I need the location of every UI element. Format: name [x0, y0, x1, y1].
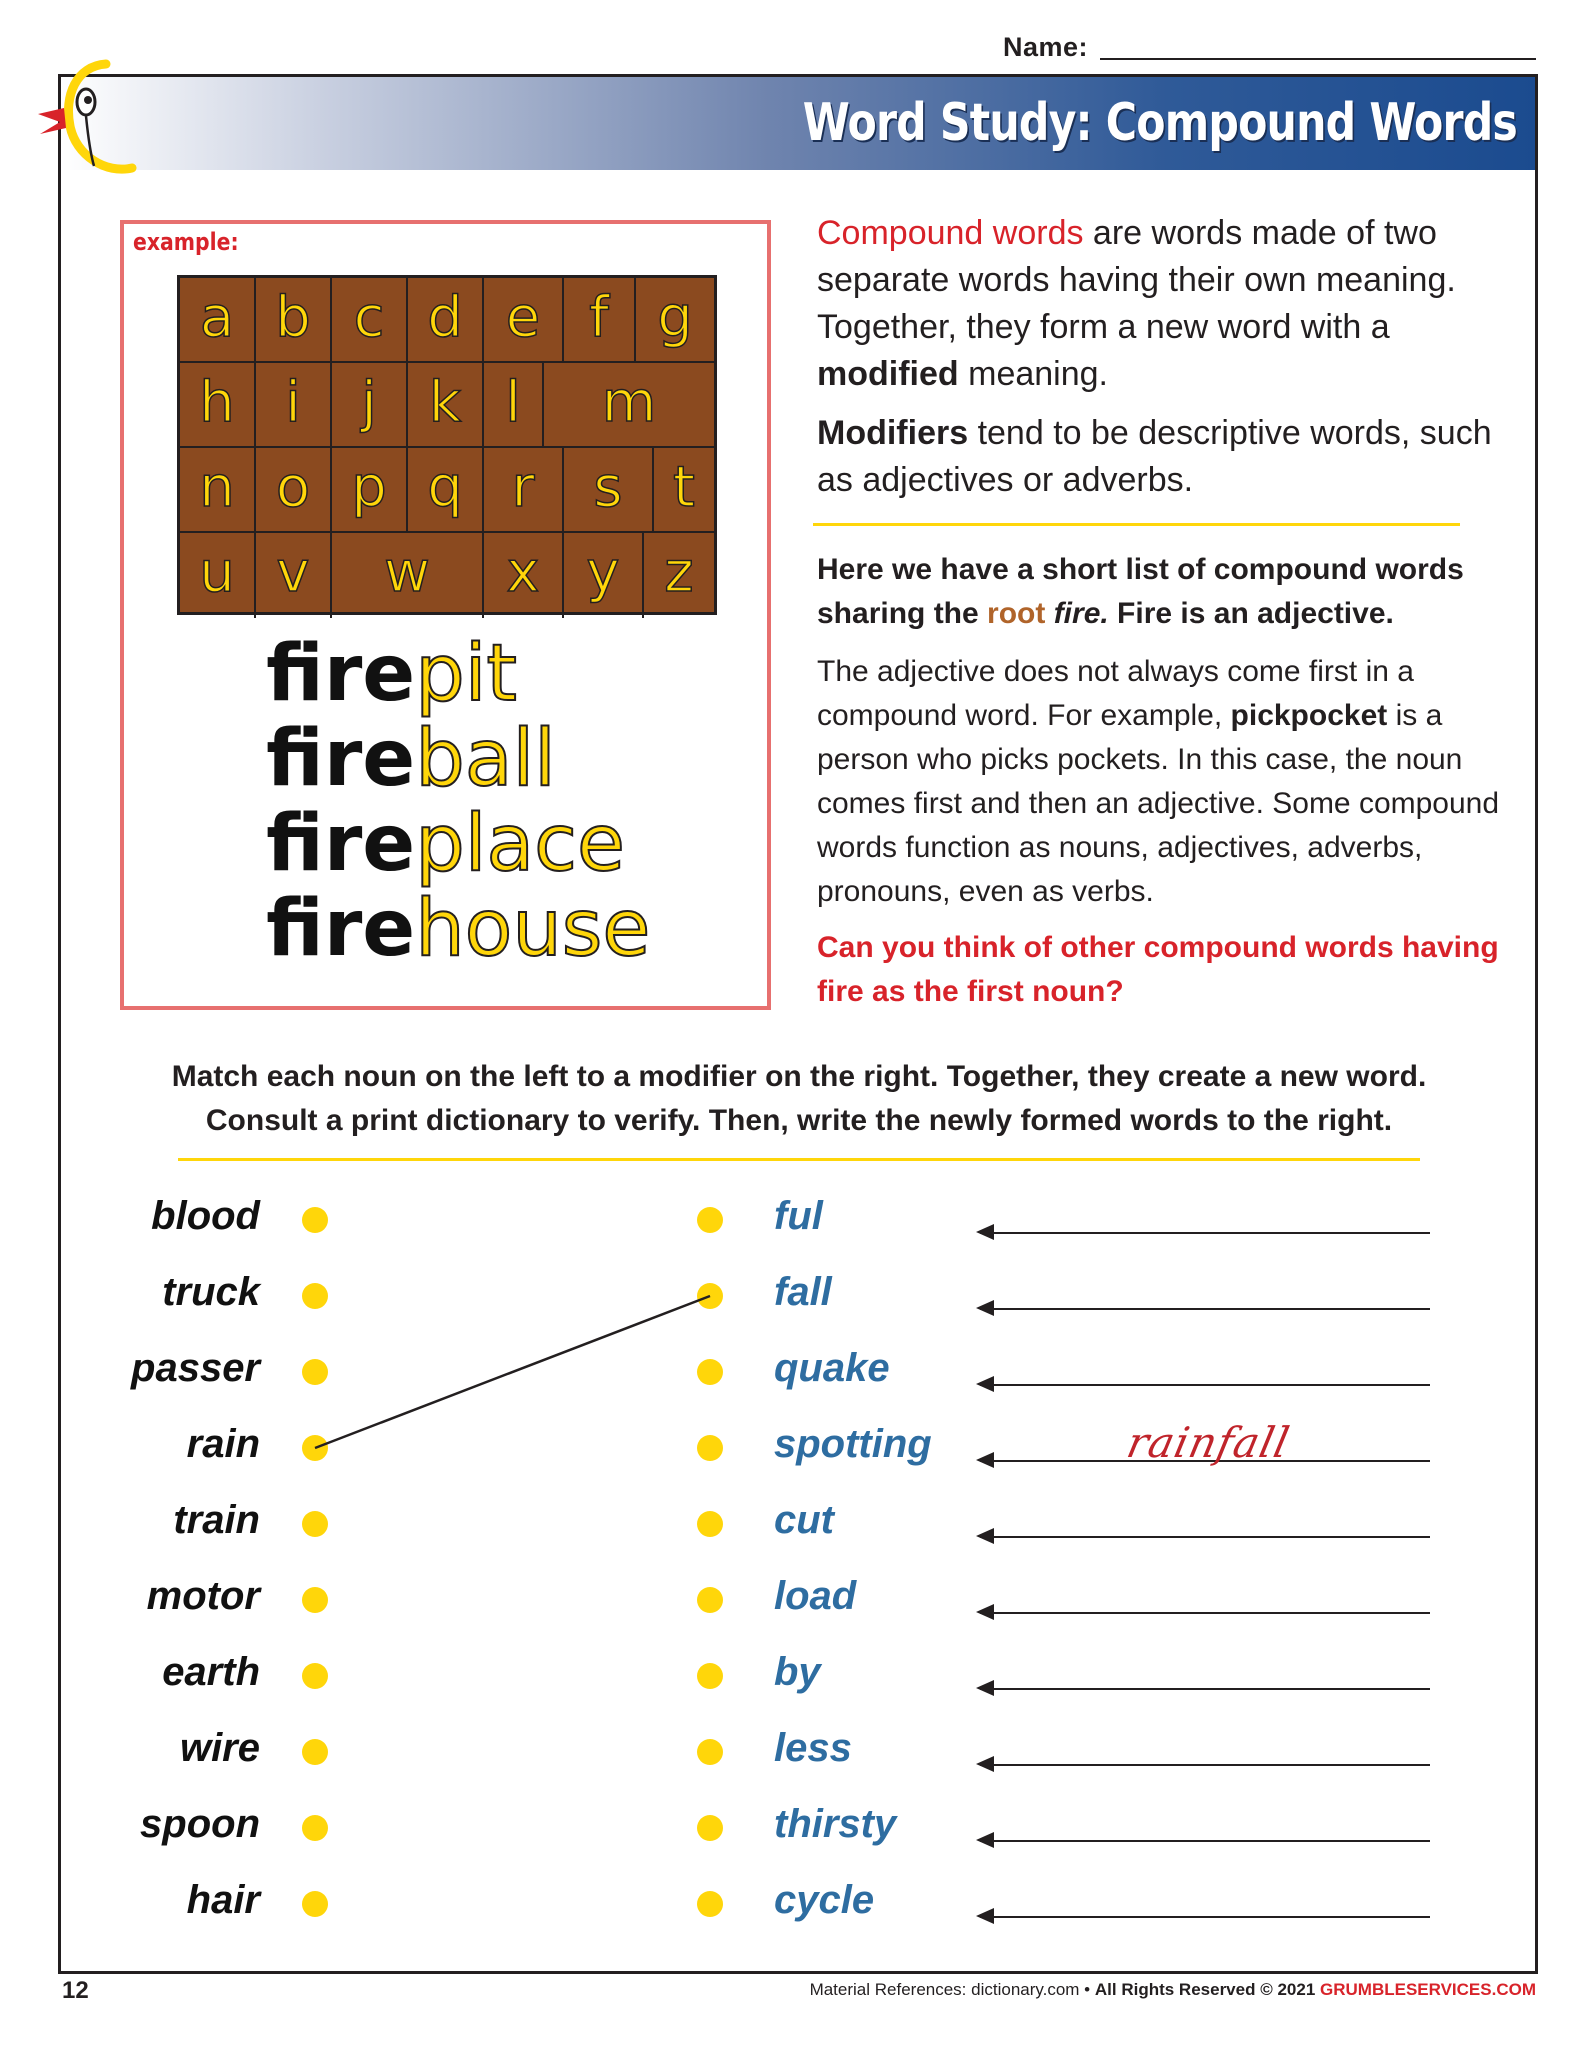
noun-match-dot[interactable] [302, 1663, 328, 1689]
letter-tile: t [673, 455, 695, 520]
alphabet-row [180, 278, 714, 363]
letter-tile: w [332, 533, 484, 618]
noun-word: passer [131, 1346, 260, 1390]
word-root: fire [266, 629, 416, 719]
letter-tile: c [332, 278, 408, 361]
bird-mascot-icon [36, 56, 146, 184]
noun-match-dot[interactable] [302, 1587, 328, 1613]
modifier-word: thirsty [774, 1802, 897, 1846]
letter-tile: g [657, 285, 693, 350]
noun-match-dot[interactable] [302, 1815, 328, 1841]
noun-word: hair [186, 1878, 260, 1922]
modifier-match-dot[interactable] [697, 1207, 723, 1233]
example-compound-word [266, 629, 517, 719]
word-suffix: ball [415, 714, 556, 804]
noun-word: earth [162, 1650, 260, 1694]
word-suffix: pit [415, 629, 517, 719]
noun-word: blood [151, 1194, 260, 1238]
divider [813, 523, 1460, 526]
letter-tile: a [180, 278, 256, 361]
answer-line[interactable] [980, 1840, 1430, 1842]
answer-line[interactable] [980, 1688, 1430, 1690]
letter-tile: y [564, 533, 644, 618]
noun-match-dot[interactable] [302, 1511, 328, 1537]
alphabet-row [180, 448, 714, 533]
noun-word: spoon [140, 1802, 260, 1846]
modifier-match-dot[interactable] [697, 1359, 723, 1385]
modifier-match-dot[interactable] [697, 1283, 723, 1309]
word-suffix: place [415, 799, 626, 889]
answer-line[interactable] [980, 1232, 1430, 1234]
noun-match-dot[interactable] [302, 1891, 328, 1917]
modifier-word: fall [774, 1270, 832, 1314]
noun-match-dot[interactable] [302, 1207, 328, 1233]
letter-tile: f [564, 278, 636, 361]
letter-tile: v [256, 533, 332, 618]
answer-line[interactable] [980, 1612, 1430, 1614]
alphabet-row [180, 363, 714, 448]
word-root: fire [266, 799, 416, 889]
root-paragraph: Here we have a short list of compound words sharing the root fire. Fire is an adjective. [817, 553, 1464, 630]
letter-tile: d [408, 278, 484, 361]
name-label: Name: [1003, 32, 1089, 62]
modifier-word: by [774, 1650, 821, 1694]
letter-tile: q [408, 448, 484, 531]
example-compound-word [266, 714, 556, 804]
handwritten-answer: rainfall [1122, 1418, 1295, 1467]
letter-tile: r [484, 448, 564, 531]
letter-tile: b [256, 278, 332, 361]
name-input-line[interactable] [1100, 58, 1536, 60]
word-root: fire [266, 884, 416, 974]
modifier-word: load [774, 1574, 857, 1618]
letter-tile: s [564, 448, 654, 531]
modifier-match-dot[interactable] [697, 1435, 723, 1461]
page-number: 12 [62, 1977, 89, 2004]
noun-word: truck [162, 1270, 260, 1314]
modifier-match-dot[interactable] [697, 1663, 723, 1689]
letter-tile: u [180, 533, 256, 618]
modifier-word: cut [774, 1498, 834, 1542]
letter-tile: m [601, 370, 657, 435]
letter-tile: x [484, 533, 564, 618]
noun-match-dot[interactable] [302, 1435, 328, 1461]
definition-paragraph: Compound words are words made of two separate words having their own meaning. Together, they form a new word with a modified meaning. [817, 214, 1456, 393]
brand-link[interactable]: GRUMBLESERVICES.COM [1320, 1980, 1536, 1999]
modifier-word: ful [774, 1194, 823, 1238]
letter-tile: n [180, 448, 256, 531]
noun-word: train [173, 1498, 260, 1542]
letter-tile: p [332, 448, 408, 531]
modifier-match-dot[interactable] [697, 1891, 723, 1917]
header-banner [61, 77, 1535, 170]
modifier-word: less [774, 1726, 852, 1770]
noun-word: wire [179, 1726, 260, 1770]
letter-tile: h [180, 363, 256, 446]
noun-match-dot[interactable] [302, 1283, 328, 1309]
letter-tile: j [332, 363, 408, 446]
letter-tile: k [408, 363, 484, 446]
term-compound-words: Compound words [817, 214, 1084, 252]
modifier-match-dot[interactable] [697, 1815, 723, 1841]
letter-tile: i [256, 363, 332, 446]
modifier-word: quake [774, 1346, 890, 1390]
example-compound-word [266, 884, 651, 974]
letter-tile: z [664, 540, 694, 605]
modifier-word: spotting [774, 1422, 932, 1466]
example-compound-word [266, 799, 626, 889]
answer-line[interactable] [980, 1536, 1430, 1538]
question-prompt: Can you think of other compound words having fire as the first noun? [817, 931, 1499, 1008]
footer-credits: Material References: dictionary.com • All Rights Reserved © 2021 GRUMBLESERVICES.COM [809, 1980, 1536, 1999]
answer-line[interactable] [980, 1308, 1430, 1310]
noun-match-dot[interactable] [302, 1359, 328, 1385]
divider [178, 1158, 1420, 1161]
noun-word: rain [186, 1422, 260, 1466]
alphabet-brick-grid [177, 275, 717, 615]
instructions: Match each noun on the left to a modifier on the right. Together, they create a new word. Consult a print dictionary to verify. Then, write the newly formed words to the right. [171, 1060, 1427, 1137]
modifier-match-dot[interactable] [697, 1511, 723, 1537]
letter-tile: o [256, 448, 332, 531]
modifiers-paragraph: Modifiers tend to be descriptive words, such as adjectives or adverbs. [817, 414, 1492, 499]
word-suffix: house [415, 884, 651, 974]
letter-tile: e [484, 278, 564, 361]
modifier-word: cycle [774, 1878, 875, 1922]
letter-tile: l [484, 363, 544, 446]
alphabet-row [180, 533, 714, 618]
noun-word: motor [146, 1574, 260, 1618]
page-title: Word Study: Compound Words [802, 93, 1517, 153]
modifier-match-dot[interactable] [697, 1739, 723, 1765]
example-label: example: [133, 228, 239, 256]
answer-line[interactable] [980, 1916, 1430, 1918]
answer-line[interactable] [980, 1764, 1430, 1766]
word-root: fire [266, 714, 416, 804]
explanation-paragraph: The adjective does not always come first in a compound word. For example, pickpocket is a person who picks pockets. In this case, the noun comes first and then an adjective. Some compound words function as nouns, adjectives, adverbs, pronouns, even as verbs. [817, 655, 1500, 908]
answer-line[interactable] [980, 1384, 1430, 1386]
modifier-match-dot[interactable] [697, 1587, 723, 1613]
noun-match-dot[interactable] [302, 1739, 328, 1765]
